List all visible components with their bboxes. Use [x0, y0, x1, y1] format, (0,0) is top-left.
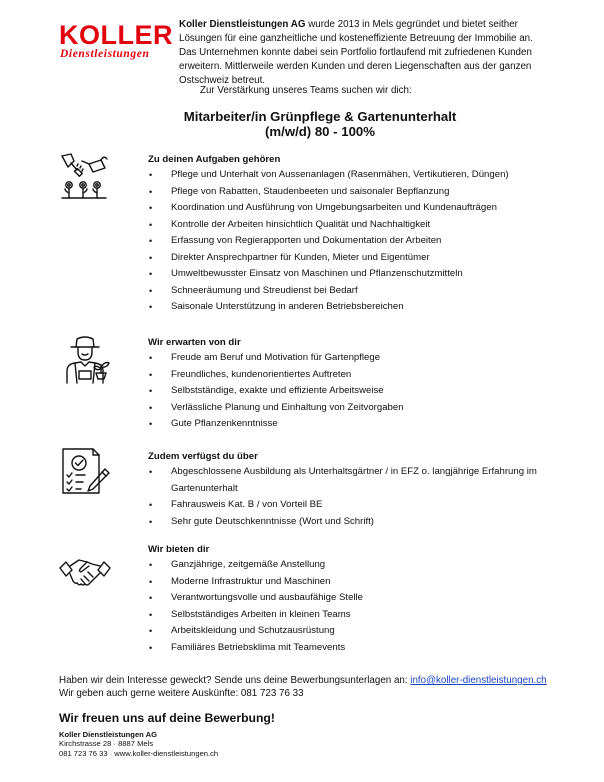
list-item: • Moderne Infrastruktur und Maschinen	[148, 574, 548, 591]
handshake-icon	[59, 546, 111, 598]
list-item: • Saisonale Unterstützung in anderen Betriebsbereichen	[148, 299, 548, 316]
list-item: • Fahrausweis Kat. B / von Vorteil BE	[148, 497, 548, 514]
gardening-tools-icon	[59, 152, 111, 204]
logo-wordmark: KOLLER	[59, 20, 173, 50]
footer	[59, 730, 218, 758]
list-item: • Pflege und Unterhalt von Aussenanlagen (Rasenmähen, Vertikutieren, Düngen)	[148, 167, 548, 184]
contact-line-phone: Wir geben auch gerne weitere Auskünfte: 081 723 76 33	[59, 687, 304, 699]
footer-contact: 081 723 76 33 · www.koller-dienstleistungen.ch	[59, 748, 219, 758]
list-item: • Erfassung von Regierapporten und Dokumentation der Arbeiten	[148, 233, 548, 250]
contact-line-email	[59, 675, 547, 688]
intro-company-name: Koller Dienstleistungen AG	[179, 19, 306, 30]
logo-subtitle: Dienstleistungen	[60, 48, 150, 60]
list-item: • Ganzjährige, zeitgemäße Anstellung	[148, 557, 548, 574]
list-item: • Schneeräumung und Streudienst bei Bedarf	[148, 283, 548, 300]
list-item: • Freundliches, kundenorientiertes Auftreten	[148, 367, 548, 384]
section-heading: Zu deinen Aufgaben gehören	[148, 154, 281, 165]
list-item: • Verlässliche Planung und Einhaltung von Zeitvorgaben	[148, 400, 548, 417]
list-item: • Pflege von Rabatten, Staudenbeeten und saisonaler Bepflanzung	[148, 184, 548, 201]
lead-text: Zur Verstärkung unseres Teams suchen wir dich:	[200, 85, 412, 96]
offer-list	[148, 557, 548, 656]
list-item: • Sehr gute Deutschkenntnisse (Wort und Schrift)	[148, 514, 548, 531]
closing-text: Wir freuen uns auf deine Bewerbung!	[59, 711, 275, 725]
footer-company-name: Koller Dienstleistungen AG	[59, 730, 158, 739]
checklist-icon	[59, 447, 111, 499]
job-title-line-2: (m/w/d) 80 - 100%	[265, 124, 375, 139]
intro-paragraph	[179, 18, 551, 88]
job-title-line-1: Mitarbeiter/in Grünpflege & Gartenunterhalt	[183, 109, 457, 124]
list-item: • Selbstständiges Arbeiten in kleinen Teams	[148, 607, 548, 624]
expectation-list	[148, 350, 548, 433]
task-list	[148, 167, 548, 316]
list-item: • Familiäres Betriebsklima mit Teamevents	[148, 640, 548, 657]
footer-address: Kirchstrasse 28 · 8887 Mels	[59, 739, 154, 749]
list-item: • Selbstständige, exakte und effiziente Arbeitsweise	[148, 383, 548, 400]
list-item: • Umweltbewusster Einsatz von Maschinen und Pflanzenschutzmitteln	[148, 266, 548, 283]
list-item: • Gute Pflanzenkenntnisse	[148, 416, 548, 433]
company-logo	[59, 20, 173, 60]
list-item: • Verantwortungsvolle und ausbaufähige Stelle	[148, 590, 548, 607]
section-heading: Wir erwarten von dir	[148, 337, 241, 348]
list-item: • Kontrolle der Arbeiten hinsichtlich Qualität und Nachhaltigkeit	[148, 217, 548, 234]
job-title	[150, 109, 490, 139]
section-heading: Wir bieten dir	[148, 544, 210, 555]
email-link[interactable]: info@koller-dienstleistungen.ch	[410, 675, 547, 686]
qualification-list	[148, 464, 548, 530]
list-item: • Koordination und Ausführung von Umgebungsarbeiten und Kundenaufträgen	[148, 200, 548, 217]
list-item: • Direkter Ansprechpartner für Kunden, Mieter und Eigentümer	[148, 250, 548, 267]
contact-block	[59, 675, 547, 700]
list-item: • Arbeitskleidung und Schutzausrüstung	[148, 623, 548, 640]
section-heading: Zudem verfügst du über	[148, 451, 258, 462]
list-item: • Freude am Beruf und Motivation für Gartenpflege	[148, 350, 548, 367]
gardener-icon	[59, 333, 111, 385]
list-item: • Abgeschlossene Ausbildung als Unterhaltsgärtner / in EFZ o. langjährige Erfahrung im Gartenunterhalt	[148, 464, 548, 497]
contact-prefix: Haben wir dein Interesse geweckt? Sende uns deine Bewerbungsunterlagen an:	[59, 675, 411, 686]
intro-text: wurde 2013 in Mels gegründet und bietet seither Lösungen für eine ganzheitliche und kosteneffiziente Betreuung der Immobilie an. Das Unternehmen konnte dabei sein Portfolio fortlaufend mit zufriedenen Kunden erweitern. Mittlerweile werden Kunden und deren Liegenschaften aus der ganzen Ostschweiz betreut.	[179, 19, 533, 86]
